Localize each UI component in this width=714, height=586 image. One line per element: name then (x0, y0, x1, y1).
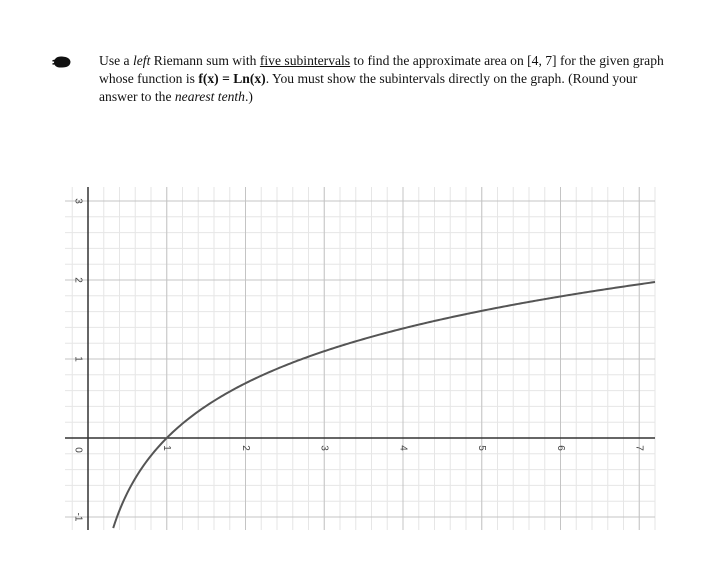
x-tick-label: 5 (476, 445, 488, 451)
function-label: f(x) = Ln(x) (198, 71, 266, 86)
y-tick-label: -1 (72, 512, 84, 522)
x-tick-label: 7 (633, 445, 645, 451)
emphasis-nearest-tenth: nearest tenth (174, 89, 245, 104)
y-tick-label: 0 (72, 447, 84, 453)
question-text: Use a left Riemann sum with five subintervals to find the approximate area on [4, 7] for the given graph whose function is f(x) = Ln(x). You must show the subintervals directly on the graph. (Round your answer to the nearest tenth.) (99, 53, 664, 104)
y-tick-label: 2 (72, 277, 84, 283)
x-tick-label: 4 (397, 445, 409, 451)
x-tick-label: 1 (161, 445, 173, 451)
y-tick-label: 1 (72, 356, 84, 362)
emphasis-five-subintervals: five subintervals (259, 53, 351, 68)
y-tick-label: 3 (72, 198, 84, 204)
emphasis-left: left (132, 53, 151, 68)
x-tick-label: 6 (554, 445, 566, 451)
x-tick-label: 2 (239, 445, 251, 451)
x-tick-label: 3 (318, 445, 330, 451)
